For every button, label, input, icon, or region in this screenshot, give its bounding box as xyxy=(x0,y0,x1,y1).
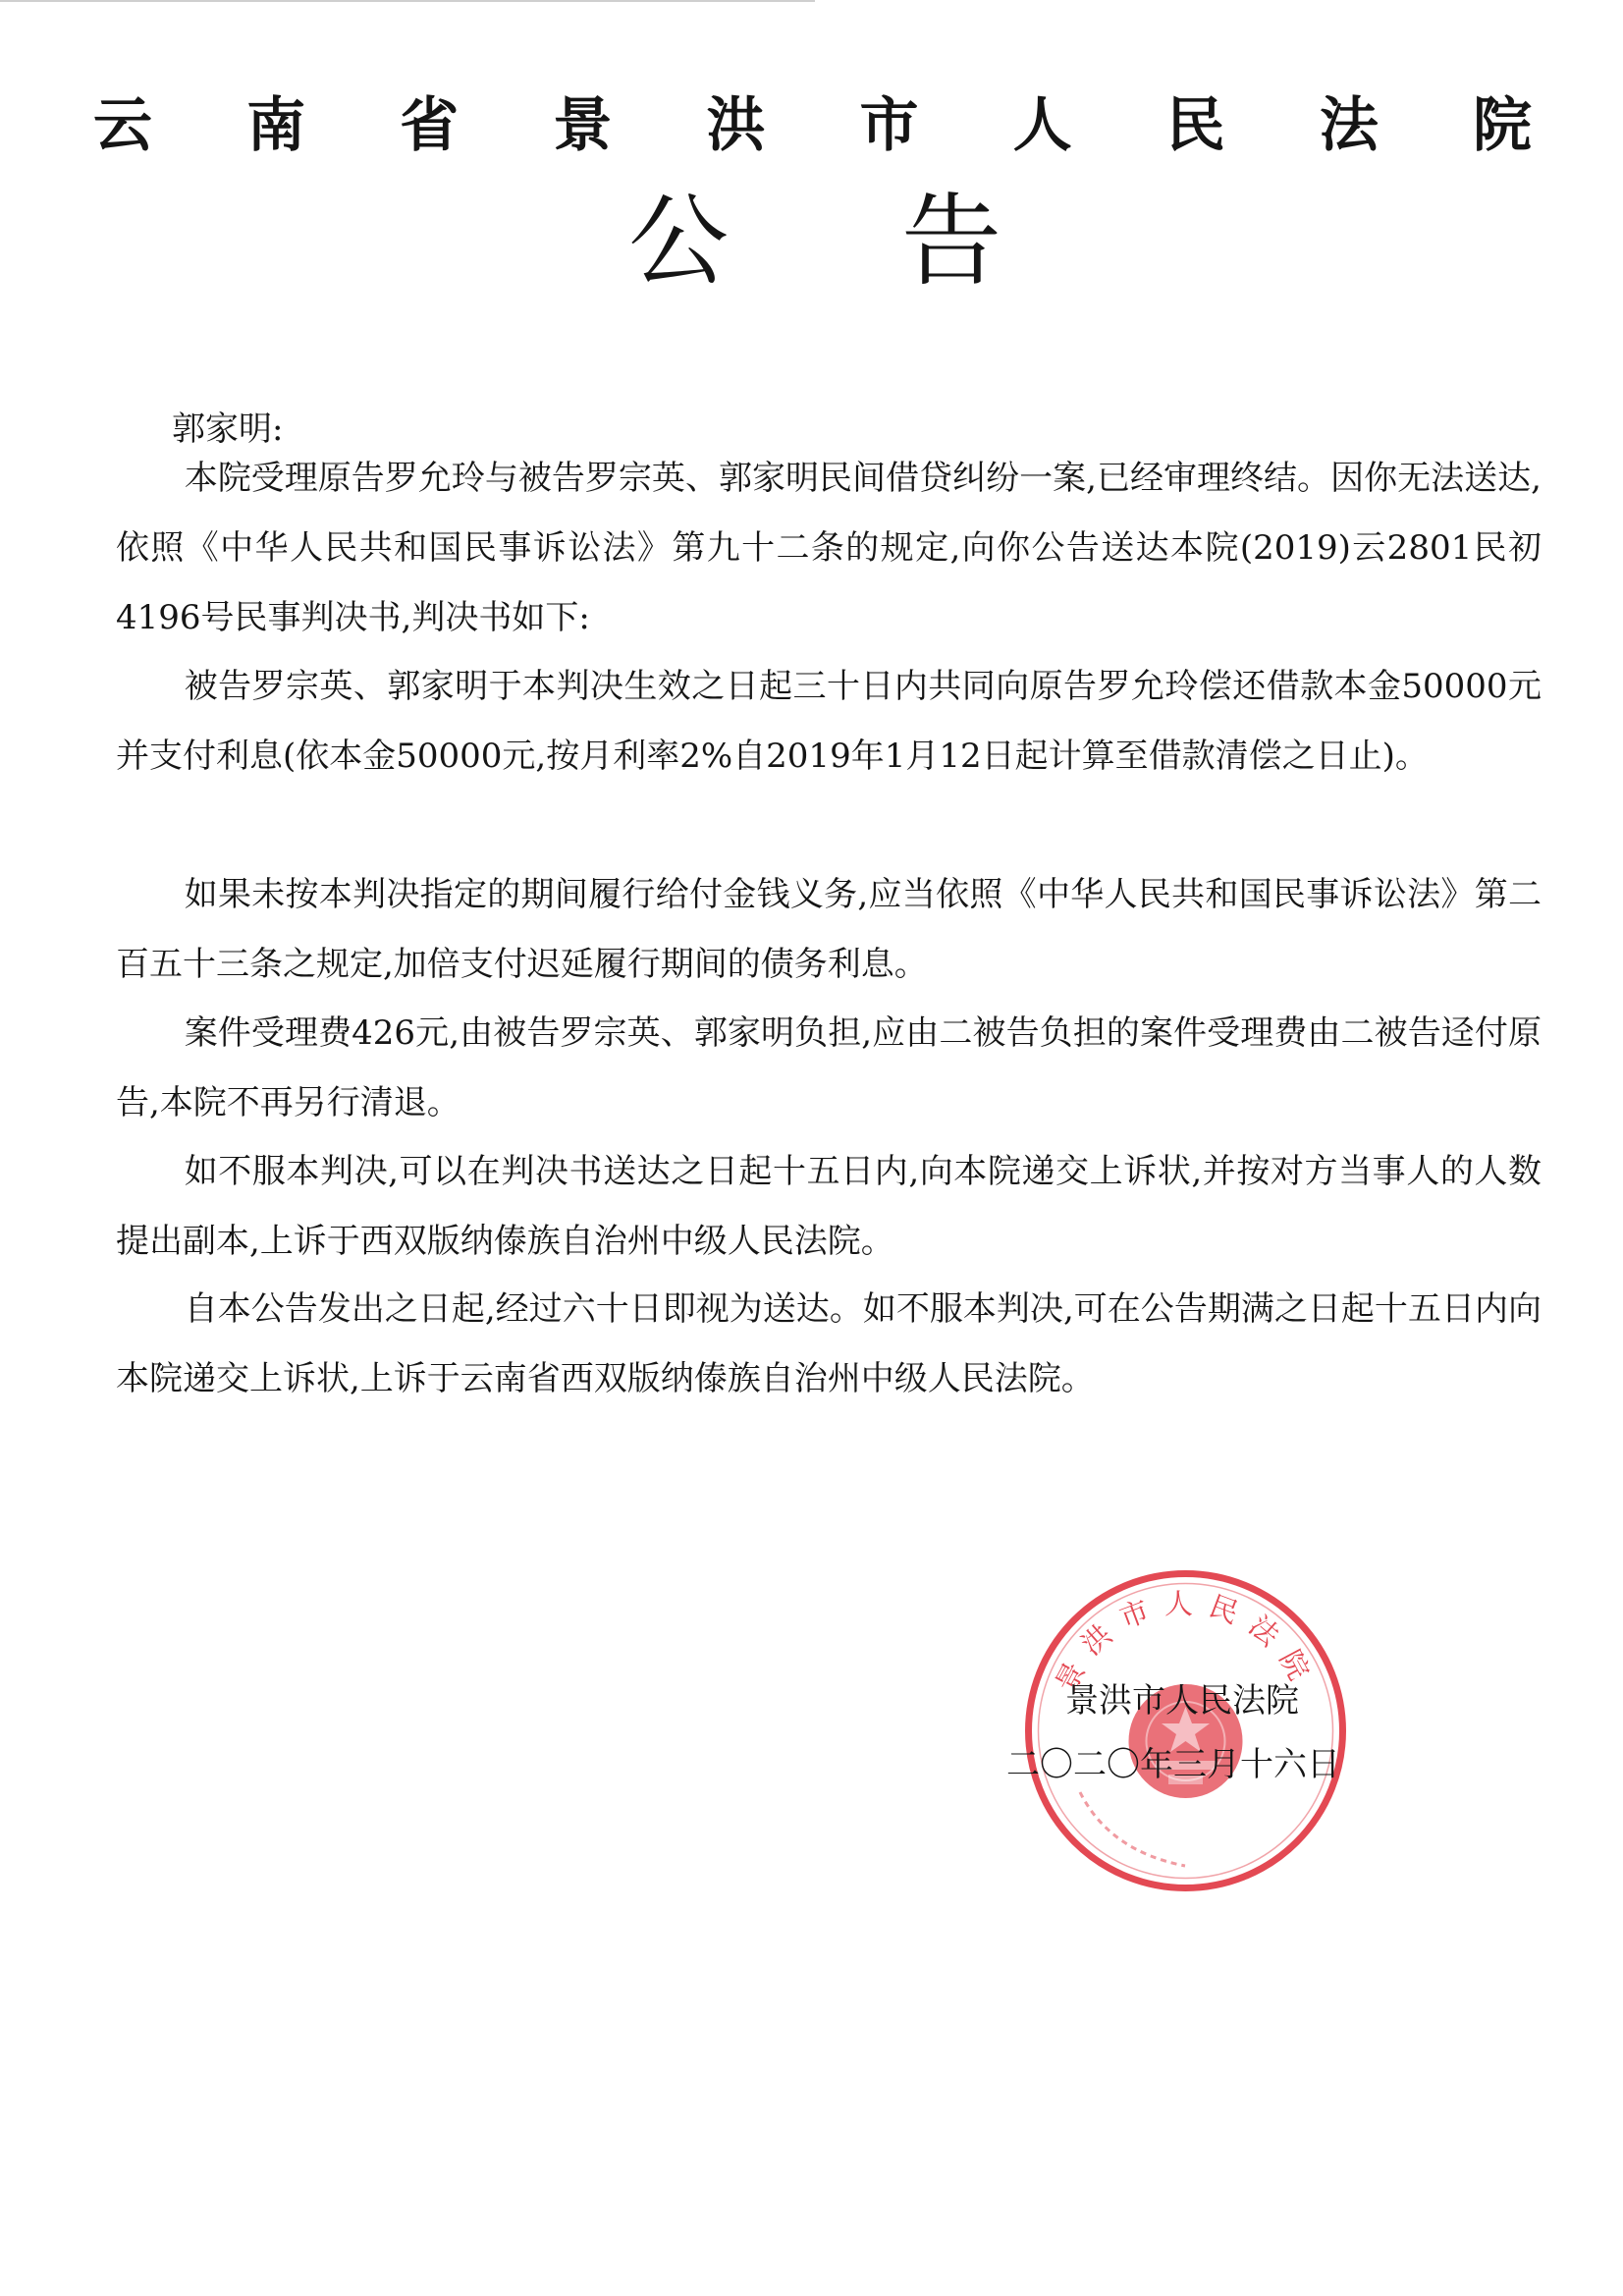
paragraph-case-fee: 案件受理费426元,由被告罗宗英、郭家明负担,应由二被告负担的案件受理费由二被告迳付原告,本院不再另行清退。 xyxy=(116,1013,1542,1122)
court-name-char: 院 xyxy=(1472,91,1532,160)
court-name-char: 洪 xyxy=(706,91,766,160)
court-name-char: 景 xyxy=(553,91,613,160)
title-char: 公 xyxy=(628,184,729,301)
paragraph-service-notice: 本院受理原告罗允玲与被告罗宗英、郭家明民间借贷纠纷一案,已经审理终结。因你无法送达,依照《中华人民共和国民事诉讼法》第九十二条的规定,向你公告送达本院(2019)云2801民初4196号民事判决书,判决书如下: xyxy=(116,459,1542,637)
court-name-char: 法 xyxy=(1319,91,1379,160)
court-name-char: 人 xyxy=(1012,91,1072,160)
court-seal xyxy=(1021,1566,1350,1895)
paragraph-service-deemed: 自本公告发出之日起,经过六十日即视为送达。如不服本判决,可在公告期满之日起十五日内向本院递交上诉状,上诉于云南省西双版纳傣族自治州中级人民法院。 xyxy=(116,1289,1542,1398)
signature-court: 景洪市人民法院 xyxy=(1065,1681,1299,1721)
paragraph-appeal-right: 如不服本判决,可以在判决书送达之日起十五日内,向本院递交上诉状,并按对方当事人的人数提出副本,上诉于西双版纳傣族自治州中级人民法院。 xyxy=(116,1152,1542,1261)
paragraph-judgment-main: 被告罗宗英、郭家明于本判决生效之日起三十日内共同向原告罗允玲偿还借款本金50000元并支付利息(依本金50000元,按月利率2%自2019年1月12日起计算至借款清偿之日止)。 xyxy=(116,667,1542,776)
title-char: 告 xyxy=(901,184,1001,301)
seal-inscription: 景洪市人民法院 xyxy=(1049,1587,1323,1698)
document-title xyxy=(628,184,1001,301)
court-name-char: 省 xyxy=(400,91,460,160)
addressee: 郭家明: xyxy=(172,410,284,449)
paragraph-late-interest: 如果未按本判决指定的期间履行给付金钱义务,应当依照《中华人民共和国民事诉讼法》第二百五十三条之规定,加倍支付迟延履行期间的债务利息。 xyxy=(116,875,1542,984)
signature-date: 二〇二〇年三月十六日 xyxy=(1006,1745,1340,1784)
scan-edge-line xyxy=(0,0,815,2)
court-name-char: 南 xyxy=(246,91,306,160)
court-name-char: 市 xyxy=(859,91,919,160)
court-name-char: 民 xyxy=(1165,91,1225,160)
court-name-heading xyxy=(93,91,1532,160)
court-name-char: 云 xyxy=(93,91,152,160)
